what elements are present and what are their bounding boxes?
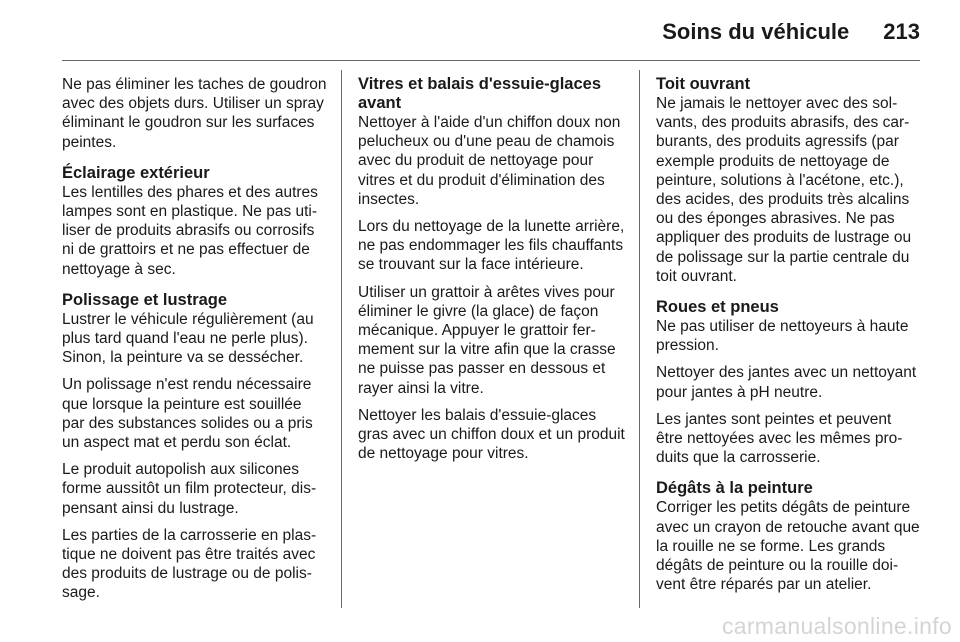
paragraph: Ne jamais le nettoyer avec des solvants, des produits abrasifs, des carburants, des produits agressifs (par exemple produits de nettoyage de peinture, solutions à l'acétone, etc.), des acides, des produits très alcalins ou des éponges abrasives. Ne pas appliquer des produits de lustrage ou de polissage sur la partie centrale du toit ouvrant. [656,95,912,285]
column-divider-2 [639,70,640,608]
paragraph: Ne pas éliminer les taches de goudron avec des objets durs. Utiliser un spray éliminant le goudron sur les surfaces peintes. [62,76,327,151]
paragraph: Corriger les petits dégâts de peinture avec un crayon de retouche avant que la rouille ne se forme. Les grands dégâts de peinture ou la rouille doivent être réparés par un atelier. [656,499,920,594]
section [656,298,922,467]
section-heading: Dégâts à la peinture [656,479,813,498]
column-1 [62,75,327,615]
section-heading: Roues et pneus [656,298,779,317]
section-heading: Vitres et balais d'essuie-glaces avant [358,75,601,112]
paragraph: Nettoyer des jantes avec un nettoyant pour jantes à pH neutre. [656,364,917,401]
section-heading: Éclairage extérieur [62,163,210,182]
paragraph: Nettoyer les balais d'essuie-glaces gras avec un chiffon doux et un produit de nettoyage pour vitres. [358,406,625,463]
section [62,75,327,152]
paragraph: Les parties de la carrosserie en plastique ne doivent pas être traités avec des produits de lustrage ou de polissage. [62,526,317,602]
column-2 [358,75,626,475]
section-heading: Polissage et lustrage [62,290,228,309]
paragraph: Nettoyer à l'aide d'un chiffon doux non pelucheux ou d'une peau de chamois avec du produit de nettoyage pour vitres et du produit d'élimination des insectes. [358,114,621,208]
page-number: 213 [883,19,920,44]
page-header [62,14,920,50]
section-heading: Toit ouvrant [656,75,751,93]
paragraph: Les jantes sont peintes et peuvent être nettoyées avec les mêmes produits que la carrosserie. [656,410,903,467]
paragraph: Les lentilles des phares et des autres lampes sont en plastique. Ne pas utiliser de produits abrasifs ou corrosifs ni de grattoirs et ne pas effectuer de nettoyage à sec. [62,183,318,278]
section [62,291,327,603]
column-divider-1 [341,70,342,608]
section [62,164,327,279]
paragraph: Lors du nettoyage de la lunette arrière, ne pas endommager les fils chauffants se trouvant sur la face intérieure. [358,218,625,274]
page-title: Soins du véhicule [662,19,850,44]
section [656,479,922,594]
section [656,75,922,286]
section [358,75,626,463]
header-divider [62,60,920,61]
paragraph: Lustrer le véhicule régulièrement (au plus tard quand l'eau ne perle plus). Sinon, la peinture va se dessécher. [62,310,314,367]
paragraph: Ne pas utiliser de nettoyeurs à haute pression. [656,318,909,355]
watermark: carmanualsonline.info [721,613,952,639]
paragraph: Le produit autopolish aux silicones forme aussitôt un film protecteur, dispensant ainsi du lustrage. [62,461,317,517]
column-3 [656,75,922,606]
paragraph: Utiliser un grattoir à arêtes vives pour éliminer le givre (la glace) de façon mécanique. Appuyer le grattoir fermement sur la vitre afin que la crasse ne puisse pas passer en dessous et rayer ainsi la vitre. [358,283,616,397]
paragraph: Un polissage n'est rendu nécessaire que lorsque la peinture est souillée par des substances solides ou a pris un aspect mat et perdu son éclat. [62,376,313,452]
